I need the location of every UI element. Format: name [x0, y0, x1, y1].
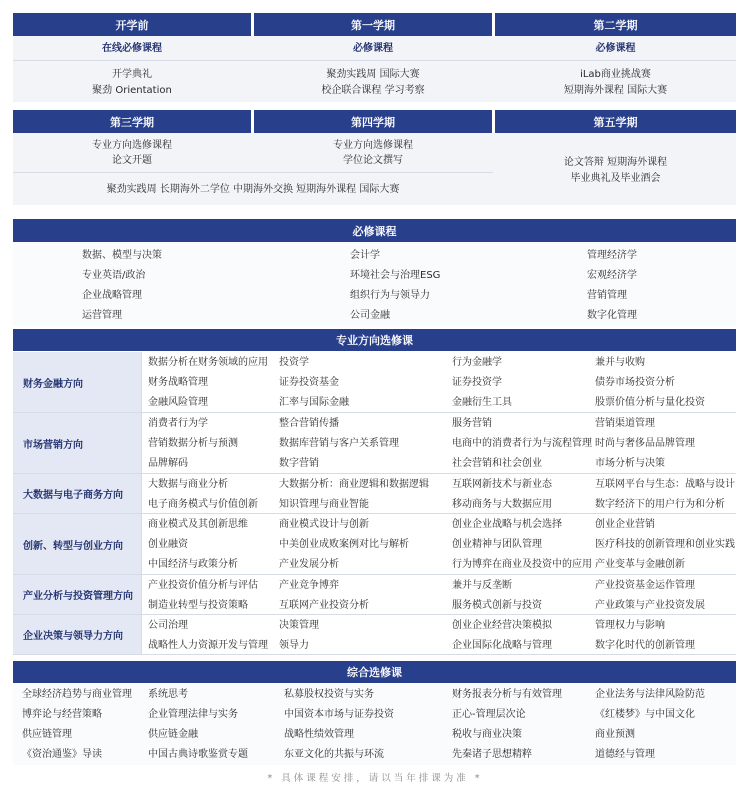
sem3-item: 专业方向选修课程: [92, 140, 172, 151]
required-course: 数据、模型与决策: [82, 250, 162, 261]
divider: [141, 352, 142, 655]
elective-category: 财务金融方向: [13, 352, 141, 412]
elective-course: 公司治理: [148, 620, 188, 631]
sem1-item: 校企联合课程 学习考察: [321, 85, 425, 96]
elective-course: 产业竞争博弈: [279, 580, 339, 591]
elective-course: 汇率与国际金融: [279, 397, 349, 409]
general-elective-course: 中国古典诗歌鉴赏专题: [148, 749, 248, 760]
general-electives-header: 综合选修课: [13, 661, 736, 683]
elective-course: 创业企业战略与机会选择: [452, 519, 562, 530]
sem5-item: 毕业典礼及毕业酒会: [570, 173, 661, 184]
online-required-label: 在线必修课程: [102, 43, 162, 54]
divider: [13, 654, 736, 655]
sem4-item: 专业方向选修课程: [333, 140, 413, 151]
elective-category: 市场营销方向: [13, 413, 141, 473]
elective-course: 市场分析与决策: [595, 458, 665, 470]
elective-category: 大数据与电子商务方向: [13, 474, 141, 513]
elective-course: 产业变革与金融创新: [595, 559, 685, 571]
elective-course: 行为金融学: [452, 357, 502, 368]
elective-course: 战略性人力资源开发与管理: [148, 640, 268, 652]
elective-course: 商业模式设计与创新: [279, 519, 369, 530]
elective-course: 社会营销和社会创业: [452, 458, 542, 470]
required-course: 会计学: [350, 250, 380, 261]
general-elective-course: 道德经与管理: [595, 749, 655, 760]
required-courses-header: 必修课程: [13, 219, 736, 242]
elective-course: 数据分析在财务领域的应用: [148, 357, 268, 368]
header-semester-2: 第二学期: [495, 13, 736, 36]
elective-course: 数字营销: [279, 458, 319, 470]
elective-course: 企业国际化战略与管理: [452, 640, 552, 652]
elective-course: 营销数据分析与预测: [148, 438, 238, 450]
elective-course: 中国经济与政策分析: [148, 559, 238, 571]
general-elective-course: 企业法务与法律风险防范: [595, 689, 705, 700]
elective-course: 品牌解码: [148, 458, 188, 470]
general-elective-course: 供应链管理: [22, 729, 72, 740]
sem2-required-label: 必修课程: [595, 43, 636, 54]
general-elective-course: 财务报表分析与有效管理: [452, 689, 562, 700]
elective-course: 金融衍生工具: [452, 397, 512, 409]
required-course: 数字化管理: [587, 310, 637, 321]
sem5-item: 论文答辩 短期海外课程: [563, 157, 668, 168]
elective-course: 创业企业经营决策模拟: [452, 620, 552, 631]
general-elective-course: 中国资本市场与证券投资: [284, 709, 394, 720]
elective-course: 互联网新技术与新业态: [452, 479, 552, 490]
sem2-item: 短期海外课程 国际大赛: [563, 85, 668, 96]
general-elective-course: 私募股权投资与实务: [284, 689, 374, 700]
elective-course: 大数据分析：商业逻辑和数据逻辑: [279, 479, 429, 490]
sem4-item: 学位论文撰写: [343, 155, 403, 166]
elective-course: 产业发展分析: [279, 559, 339, 571]
general-elective-course: 企业管理法律与实务: [148, 709, 238, 720]
elective-course: 数字化时代的创新管理: [595, 640, 695, 652]
elective-course: 电子商务模式与价值创新: [148, 499, 258, 511]
elective-course: 证券投资学: [452, 377, 502, 389]
elective-course: 产业投资价值分析与评估: [148, 580, 258, 591]
sem2-item: iLab商业挑战赛: [580, 69, 651, 80]
elective-course: 管理权力与影响: [595, 620, 665, 631]
general-elective-course: 《资治通鉴》导读: [22, 749, 102, 760]
elective-course: 整合营销传播: [279, 418, 339, 429]
elective-category: 产业分析与投资管理方向: [13, 575, 141, 614]
elective-course: 中美创业成败案例对比与解析: [279, 539, 409, 551]
elective-category: 创新、转型与创业方向: [13, 514, 141, 574]
required-course: 宏观经济学: [587, 270, 637, 281]
required-course: 公司金融: [350, 310, 390, 321]
elective-course: 投资学: [279, 357, 309, 368]
elective-course: 产业政策与产业投资发展: [595, 600, 705, 612]
specialization-electives-header: 专业方向选修课: [13, 329, 736, 351]
elective-course: 创业精神与团队管理: [452, 539, 542, 551]
elective-course: 创业融资: [148, 539, 188, 551]
sem3-4-shared-items: 聚劲实践周 长期海外二学位 中期海外交换 短期海外课程 国际大赛: [106, 184, 400, 195]
elective-course: 领导力: [279, 640, 309, 652]
divider: [13, 172, 493, 173]
footnote: * 具体课程安排，请以当年排课为准 *: [267, 773, 483, 784]
general-elective-course: 全球经济趋势与商业管理: [22, 689, 132, 700]
header-semester-4: 第四学期: [254, 110, 492, 133]
elective-course: 决策管理: [279, 620, 319, 631]
elective-course: 互联网平台与生态：战略与设计: [595, 479, 735, 490]
general-elective-course: 供应链金融: [148, 729, 198, 740]
elective-course: 金融风险管理: [148, 397, 208, 409]
elective-course: 数据库营销与客户关系管理: [279, 438, 399, 450]
required-course: 运营管理: [82, 310, 122, 321]
required-course: 组织行为与领导力: [350, 290, 430, 301]
elective-course: 财务战略管理: [148, 377, 208, 389]
elective-course: 服务模式创新与投资: [452, 600, 542, 612]
elective-course: 营销渠道管理: [595, 418, 655, 429]
header-semester-5: 第五学期: [495, 110, 736, 133]
general-elective-course: 战略性绩效管理: [284, 729, 354, 740]
required-course: 专业英语/政治: [82, 270, 146, 281]
general-elective-course: 商业预测: [595, 729, 635, 740]
header-semester-3: 第三学期: [13, 110, 251, 133]
elective-course: 创业企业营销: [595, 519, 655, 530]
general-elective-course: 东亚文化的共振与环流: [284, 749, 384, 760]
elective-course: 大数据与商业分析: [148, 479, 228, 490]
general-elective-course: 税收与商业决策: [452, 729, 522, 740]
required-course: 管理经济学: [587, 250, 637, 261]
general-elective-course: 《红楼梦》与中国文化: [595, 709, 695, 720]
sem1-required-label: 必修课程: [353, 43, 393, 54]
elective-course: 行为博弈在商业及投资中的应用: [452, 559, 592, 571]
required-course: 企业战略管理: [82, 290, 142, 301]
elective-course: 兼并与反垄断: [452, 580, 512, 591]
header-semester-1: 第一学期: [254, 13, 492, 36]
elective-course: 商业模式及其创新思维: [148, 519, 248, 530]
elective-course: 互联网产业投资分析: [279, 600, 369, 612]
elective-course: 制造业转型与投资策略: [148, 600, 248, 612]
required-course: 营销管理: [587, 290, 627, 301]
general-elective-course: 博弈论与经营策略: [22, 709, 102, 720]
elective-course: 兼并与收购: [595, 357, 645, 368]
elective-course: 医疗科技的创新管理和创业实践: [595, 539, 735, 551]
pre-item: 聚劲 Orientation: [92, 85, 172, 96]
general-elective-course: 先秦诸子思想精粹: [452, 749, 532, 760]
sem1-item: 聚劲实践周 国际大赛: [326, 69, 420, 80]
pre-item: 开学典礼: [112, 69, 152, 80]
header-pre-enrollment: 开学前: [13, 13, 251, 36]
elective-course: 股票价值分析与量化投资: [595, 397, 705, 409]
elective-category: 企业决策与领导力方向: [13, 615, 141, 654]
elective-course: 债券市场投资分析: [595, 377, 675, 389]
general-elective-course: 系统思考: [148, 689, 188, 700]
elective-course: 产业投资基金运作管理: [595, 580, 695, 591]
elective-course: 服务营销: [452, 418, 492, 429]
required-course: 环境社会与治理ESG: [350, 270, 441, 281]
general-elective-course: 正心-管理层次论: [452, 709, 526, 720]
elective-course: 消费者行为学: [148, 418, 208, 429]
elective-course: 电商中的消费者行为与流程管理: [452, 438, 592, 450]
sem3-item: 论文开题: [112, 155, 152, 166]
elective-course: 时尚与奢侈品品牌管理: [595, 438, 695, 450]
elective-course: 数字经济下的用户行为和分析: [595, 499, 725, 511]
elective-course: 知识管理与商业智能: [279, 499, 369, 511]
elective-course: 移动商务与大数据应用: [452, 499, 552, 511]
divider: [13, 60, 736, 61]
elective-course: 证券投资基金: [279, 377, 339, 389]
